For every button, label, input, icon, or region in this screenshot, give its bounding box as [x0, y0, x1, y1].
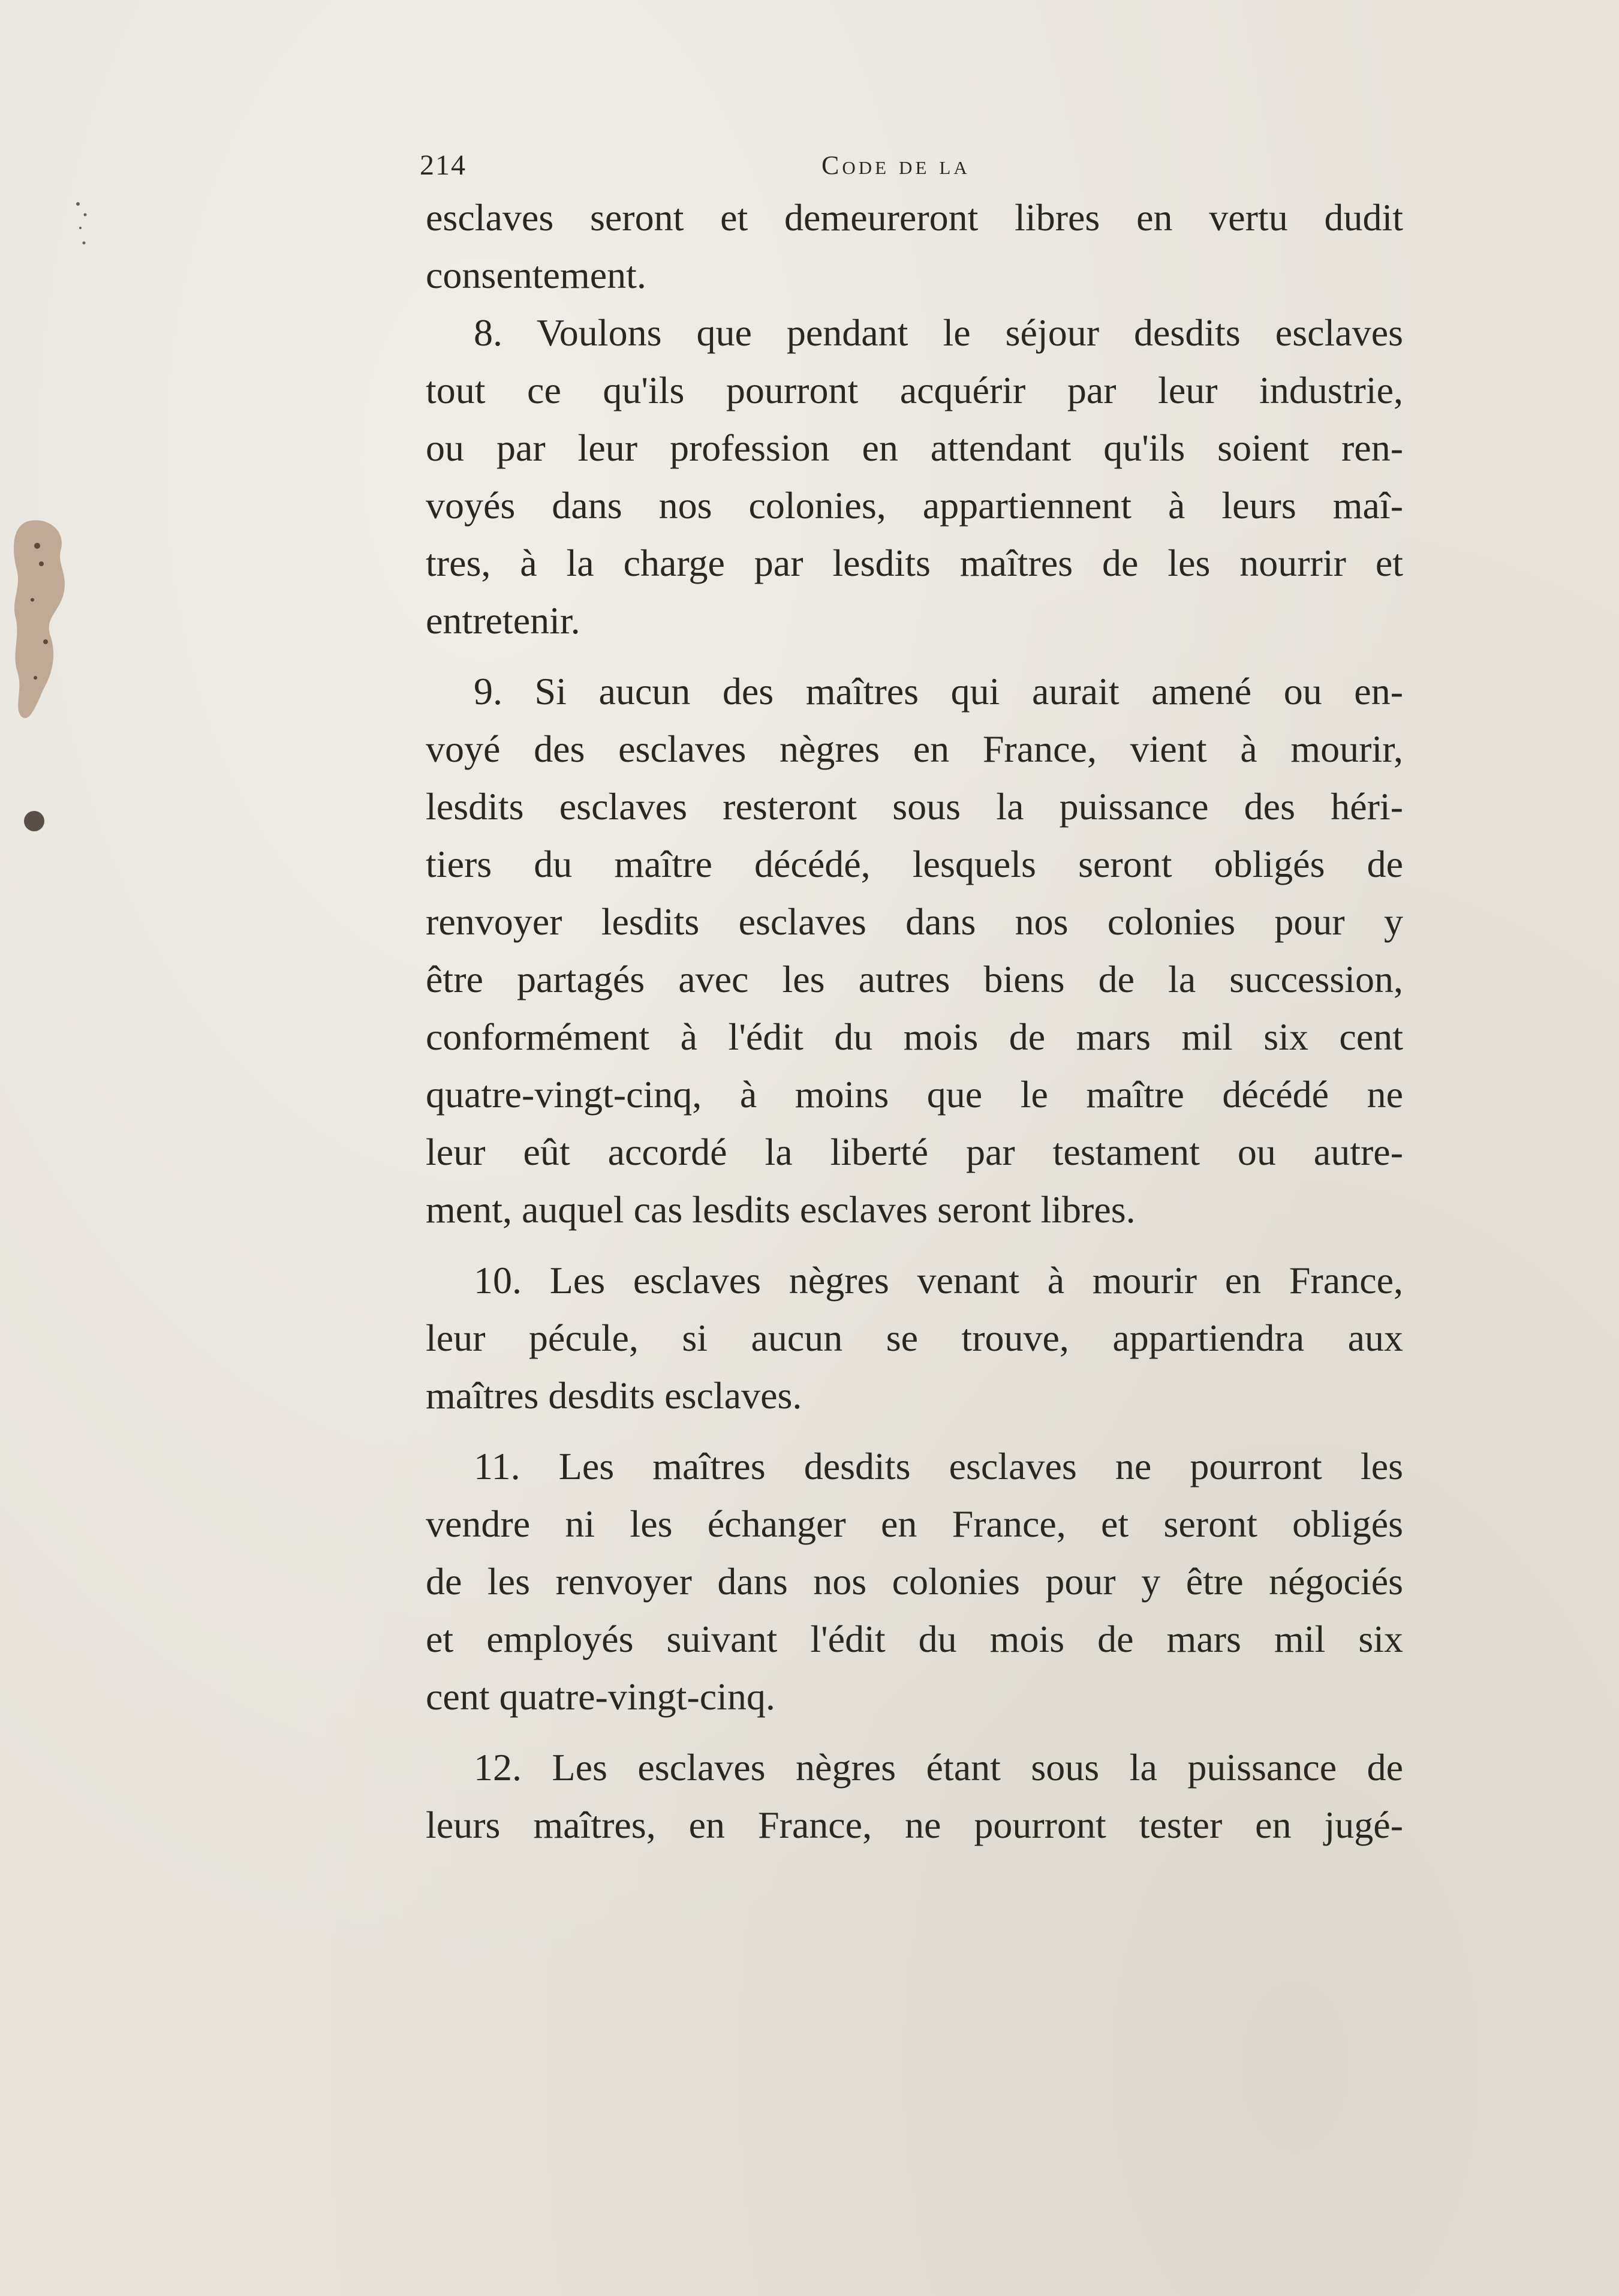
- body-text: [426, 189, 1403, 1854]
- paragraph: [426, 1739, 1403, 1854]
- paragraph: [426, 1438, 1403, 1726]
- text-line: 10. Les esclaves nègres venant à mourir en France,: [474, 1259, 1403, 1302]
- text-line: tout ce qu'ils pourront acquérir par leur industrie,: [426, 369, 1403, 411]
- text-line: voyé des esclaves nègres en France, vient à mourir,: [426, 728, 1403, 770]
- text-line: être partagés avec les autres biens de la succession,: [426, 958, 1403, 1000]
- text-line: leur eût accordé la liberté par testament ou autre-: [426, 1131, 1403, 1173]
- text-line: leurs maîtres, en France, ne pourront tester en jugé-: [426, 1804, 1403, 1846]
- page-number: 214: [420, 149, 467, 181]
- paragraph: [426, 1252, 1403, 1425]
- text-line: maîtres desdits esclaves.: [426, 1374, 802, 1417]
- text-line: voyés dans nos colonies, appartiennent à leurs maî-: [426, 484, 1403, 527]
- text-line: ou par leur profession en attendant qu'ils soient ren-: [426, 426, 1403, 469]
- text-line: esclaves seront et demeureront libres en vertu dudit: [426, 196, 1403, 239]
- text-line: cent quatre-vingt-cinq.: [426, 1675, 775, 1718]
- text-line: quatre-vingt-cinq, à moins que le maître décédé ne: [426, 1073, 1403, 1116]
- text-line: leur pécule, si aucun se trouve, appartiendra aux: [426, 1317, 1403, 1359]
- text-line: 12. Les esclaves nègres étant sous la puissance de: [474, 1746, 1403, 1789]
- paragraph: [426, 304, 1403, 650]
- text-line: lesdits esclaves resteront sous la puissance des héri-: [426, 785, 1403, 828]
- text-line: ment, auquel cas lesdits esclaves seront libres.: [426, 1188, 1136, 1231]
- running-head: Code de la: [821, 151, 970, 180]
- text-line: vendre ni les échanger en France, et seront obligés: [426, 1502, 1403, 1545]
- text-line: de les renvoyer dans nos colonies pour y être négociés: [426, 1560, 1403, 1603]
- text-line: tiers du maître décédé, lesquels seront obligés de: [426, 843, 1403, 885]
- text-line: tres, à la charge par lesdits maîtres de les nourrir et: [426, 542, 1403, 584]
- paragraph-gap: [426, 1425, 1403, 1438]
- text-line: renvoyer lesdits esclaves dans nos colonies pour y: [426, 900, 1403, 943]
- ink-dot: [24, 811, 44, 831]
- text-line: conformément à l'édit du mois de mars mil six cent: [426, 1015, 1403, 1058]
- paragraph: [426, 189, 1403, 304]
- paragraph-gap: [426, 1239, 1403, 1252]
- text-line: 9. Si aucun des maîtres qui aurait amené ou en-: [474, 670, 1403, 713]
- ink-stain: [8, 516, 74, 726]
- text-line: consentement.: [426, 254, 646, 296]
- paper-specks: [72, 198, 96, 258]
- text-line: 11. Les maîtres desdits esclaves ne pourront les: [474, 1445, 1403, 1487]
- text-line: et employés suivant l'édit du mois de mars mil six: [426, 1618, 1403, 1660]
- page-header: [420, 149, 1403, 185]
- paragraph-gap: [426, 1726, 1403, 1739]
- text-line: entretenir.: [426, 599, 580, 642]
- text-line: 8. Voulons que pendant le séjour desdits esclaves: [474, 311, 1403, 354]
- paragraph: [426, 663, 1403, 1239]
- paragraph-gap: [426, 650, 1403, 663]
